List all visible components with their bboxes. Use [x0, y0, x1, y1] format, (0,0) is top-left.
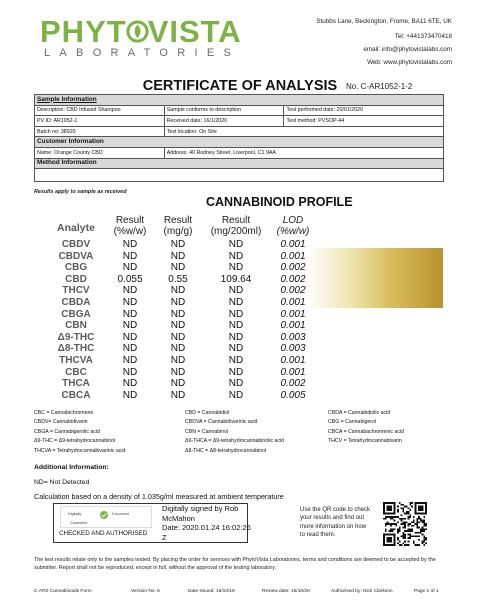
table-row: [44, 367, 304, 379]
abbreviation-entry: CBCA = Cannabachromenic acid: [328, 428, 404, 435]
sample-info-table: [34, 94, 444, 182]
table-row: [44, 332, 304, 344]
leaf-logo-icon: [126, 20, 149, 43]
certificate-number: No. C-AR1052-1-2: [346, 82, 413, 91]
result-mg200ml-cell: ND: [228, 378, 244, 390]
header-lod-label: LOD: [282, 215, 304, 226]
batch-number: Batch no: 38920: [35, 126, 165, 137]
abbreviation-entry: THCVA = Tetrahydrocannabivarinic acid: [34, 447, 126, 454]
analyte-cell: CBDVA: [58, 250, 94, 262]
test-method: Test method: PVSOP-44: [284, 116, 444, 127]
result-mgg-cell: ND: [170, 378, 186, 390]
header-lod: [268, 216, 318, 237]
qr-code-icon[interactable]: [383, 502, 427, 546]
sample-info-heading: Sample Information: [35, 95, 444, 106]
header-result-mg200ml-label: Result: [221, 215, 251, 226]
result-percent-cell: ND: [122, 262, 138, 274]
company-email: email: info@phytovistalabs.com: [363, 46, 452, 53]
analyte-cell: CBN: [65, 320, 87, 332]
result-mg200ml-cell: ND: [228, 343, 244, 355]
abbreviation-entry: CBG = Cannabigerol: [328, 419, 377, 426]
lod-cell: 0.001: [280, 308, 306, 320]
company-logo: [40, 16, 242, 47]
header-lod-unit: (%w/w): [276, 225, 310, 237]
table-row: [44, 390, 304, 402]
footer-review: Review date: 16/10/20: [262, 589, 310, 594]
table-row: [44, 343, 304, 355]
customer-name: Name: Orange County CBD: [35, 147, 165, 158]
analyte-cell: CBD: [65, 273, 87, 285]
table-row: [44, 251, 304, 263]
method-info-body: [35, 169, 444, 182]
table-row: [44, 274, 304, 286]
result-mgg-cell: ND: [170, 262, 186, 274]
analyte-cell: CBDV: [61, 239, 91, 250]
header-result-mg200ml: [204, 216, 268, 237]
analyte-cell: THCA: [62, 378, 90, 390]
result-percent-cell: ND: [122, 378, 138, 390]
table-row: [44, 355, 304, 367]
analyte-cell: CBC: [65, 366, 87, 378]
table-row: [44, 378, 304, 390]
abbreviation-entry: THCV = Tetrahydrocannabivarin: [328, 438, 402, 445]
result-mg200ml-cell: 109.64: [220, 273, 252, 285]
lod-cell: 0.001: [280, 250, 306, 262]
qr-text-line-3: more information on how: [300, 523, 367, 530]
customer-address: Address: 40 Rodney Street, Liverpool, C1 9AA: [164, 147, 443, 158]
result-mgg-cell: ND: [170, 355, 186, 366]
header-result-mgg-unit: (mg/g): [163, 225, 193, 237]
result-mgg-cell: ND: [170, 297, 186, 308]
result-mgg-cell: ND: [170, 285, 186, 297]
customer-info-heading: Customer Information: [35, 137, 444, 148]
company-tel: Tel: +441373470418: [394, 33, 452, 40]
analyte-cell: CBG: [64, 262, 88, 274]
stamp-controlled: Controlled: [70, 521, 88, 525]
result-percent-cell: ND: [122, 297, 138, 308]
table-row: [44, 262, 304, 274]
company-address: Stubbs Lane, Beckington, Frome, BA11 6TE, UK: [316, 18, 452, 25]
result-mg200ml-cell: ND: [228, 250, 244, 262]
abbreviation-entry: CBGA = Cannabigerolic acid: [34, 428, 100, 435]
lod-cell: 0.002: [280, 285, 306, 297]
result-percent-cell: 0.055: [117, 273, 143, 285]
result-mg200ml-cell: ND: [228, 355, 244, 366]
table-row: [44, 239, 304, 251]
gold-gradient-decoration: [307, 248, 443, 308]
qr-text-line-2: your results and find out: [300, 515, 365, 522]
certificate-title: CERTIFICATE OF ANALYSIS: [142, 78, 338, 94]
result-mg200ml-cell: ND: [228, 239, 244, 250]
qr-instructions: [300, 506, 370, 539]
abbreviation-entry: Δ8-THC = Δ8-tetrahydrocannabinol: [185, 447, 267, 454]
header-result-percent-unit: (%w/w): [113, 225, 147, 237]
lod-cell: 0.002: [280, 378, 306, 390]
nd-definition: ND= Not Detected: [34, 479, 90, 486]
lod-cell: 0.002: [280, 273, 306, 285]
result-mg200ml-cell: ND: [228, 331, 244, 343]
result-percent-cell: ND: [122, 239, 138, 250]
result-percent-cell: ND: [122, 250, 138, 262]
test-date: Test performed date: 20/01/2020: [284, 105, 444, 116]
digital-signature-line-4: Z: [162, 532, 167, 542]
result-mgg-cell: ND: [170, 366, 186, 378]
qr-text-line-1: Use the QR code to check: [300, 507, 371, 513]
result-mgg-cell: 0.55: [168, 273, 188, 285]
result-mgg-cell: ND: [170, 331, 186, 343]
logo-text-left: PHYT: [40, 14, 127, 49]
header-result-mg200ml-unit: (mg/200ml): [210, 225, 262, 237]
analyte-cell: Δ9-THC: [57, 331, 95, 343]
profile-title: CANNABINOID PROFILE: [206, 195, 353, 209]
result-mg200ml-cell: ND: [228, 389, 244, 401]
additional-info-heading: Additional Information:: [34, 464, 109, 471]
table-row: [44, 297, 304, 309]
footer-issued: Date issued: 16/10/19: [188, 589, 235, 594]
result-mgg-cell: ND: [170, 389, 186, 401]
abbreviation-entry: CBDV= Cannabidivarin: [34, 419, 88, 426]
abbreviation-entry: CBD = Cannabidiol: [185, 410, 230, 416]
result-mgg-cell: ND: [170, 320, 186, 332]
abbreviation-entry: CBDVA = Cannabidivarinic acid: [185, 419, 258, 426]
lod-cell: 0.001: [280, 239, 306, 250]
stamp-digitally: Digitally: [68, 512, 82, 516]
calculation-note: Calculation based on a density of 1.035g/ml measured at ambient temperature: [34, 492, 284, 501]
result-mgg-cell: ND: [170, 343, 186, 355]
footer-form: C-AR0 Cannabinoids Form: [34, 589, 92, 594]
header-result-percent: [106, 216, 154, 237]
header-result-mgg: [154, 216, 202, 237]
results-note: Results apply to sample as received: [34, 189, 127, 195]
analyte-cell: CBGA: [61, 308, 91, 320]
lod-cell: 0.003: [280, 343, 306, 355]
analyte-cell: THCVA: [59, 355, 93, 366]
stamp-document: Document: [112, 512, 130, 516]
header-analyte: Analyte: [57, 222, 95, 234]
sample-conforms: Sample conforms to description: [164, 105, 284, 116]
abbreviation-entry: CBC = Cannabichromene: [34, 410, 94, 416]
result-percent-cell: ND: [122, 389, 138, 401]
pv-id: PV ID: AR1052-1: [35, 116, 165, 127]
analyte-cell: THCV: [62, 285, 90, 297]
result-mg200ml-cell: ND: [228, 297, 244, 308]
analyte-cell: CBDA: [61, 297, 91, 308]
result-mg200ml-cell: ND: [228, 262, 244, 274]
header-result-percent-label: Result: [115, 215, 145, 226]
lod-cell: 0.005: [280, 389, 306, 401]
qr-text-line-4: to read them.: [300, 531, 336, 538]
result-percent-cell: ND: [122, 366, 138, 378]
result-mgg-cell: ND: [170, 250, 186, 262]
lod-cell: 0.001: [280, 355, 306, 366]
footer-page: Page 1 of 1: [414, 589, 439, 594]
table-row: [44, 320, 304, 332]
digital-signature-line-3: Date: 2020.01.24 16:02:26: [162, 523, 251, 533]
lod-cell: 0.001: [280, 320, 306, 332]
logo-text-right: VISTA: [147, 14, 242, 49]
header-result-mgg-label: Result: [163, 215, 193, 226]
table-row: [44, 285, 304, 297]
result-percent-cell: ND: [122, 355, 138, 366]
company-web: Web: www.phytovistalabs.com: [367, 59, 452, 66]
result-mgg-cell: ND: [170, 308, 186, 320]
logo-subtitle: LABORATORIES: [44, 47, 241, 59]
disclaimer-text: The test results relate only to the samples tested. By placing the order for services with PhytoVista Laboratories, terms and conditions are deemed to be accepted by the submitter. Report shall not be reproduced, except in full, without the approval of the testing laboratory.: [34, 557, 436, 571]
lod-cell: 0.003: [280, 331, 306, 343]
result-percent-cell: ND: [122, 331, 138, 343]
result-mg200ml-cell: ND: [228, 285, 244, 297]
table-row: [44, 309, 304, 321]
lod-cell: 0.001: [280, 297, 306, 308]
footer-authorised: Authorised by: Nick Clarkson: [331, 589, 393, 594]
footer-version: Version No: 6: [131, 589, 160, 594]
checked-authorised-label: CHECKED AND AUTHORISED: [59, 530, 148, 537]
document-controlled-stamp: [60, 506, 152, 528]
test-location: Test location: On Site: [164, 126, 443, 137]
lod-cell: 0.002: [280, 262, 306, 274]
digital-signature: [162, 504, 251, 542]
result-percent-cell: ND: [122, 343, 138, 355]
result-percent-cell: ND: [122, 308, 138, 320]
result-mg200ml-cell: ND: [228, 308, 244, 320]
result-mgg-cell: ND: [170, 239, 186, 250]
digital-signature-line-2: McMahon: [162, 513, 195, 523]
received-date: Received date: 16/1/2020: [164, 116, 284, 127]
abbreviation-entry: Δ9-THCA = Δ9-tetrahydrocannabinolic acid: [185, 438, 285, 445]
result-percent-cell: ND: [122, 320, 138, 332]
sample-description: Description: CBD Infused Shampoo: [35, 105, 165, 116]
abbreviation-entry: CBDA = Cannabidiolic acid: [328, 410, 391, 416]
result-percent-cell: ND: [122, 285, 138, 297]
abbreviation-entry: CBN = Cannabinol: [185, 428, 229, 435]
method-info-heading: Method Information: [35, 158, 444, 169]
result-mg200ml-cell: ND: [228, 320, 244, 332]
lod-cell: 0.001: [280, 366, 306, 378]
analyte-cell: Δ8-THC: [57, 343, 95, 355]
result-mg200ml-cell: ND: [228, 366, 244, 378]
abbreviation-entry: Δ9-THC = Δ9-tetrahydrocannabinol: [34, 438, 116, 445]
digital-signature-line-1: Digitally signed by Rob: [162, 504, 239, 513]
analyte-cell: CBCA: [61, 389, 91, 401]
